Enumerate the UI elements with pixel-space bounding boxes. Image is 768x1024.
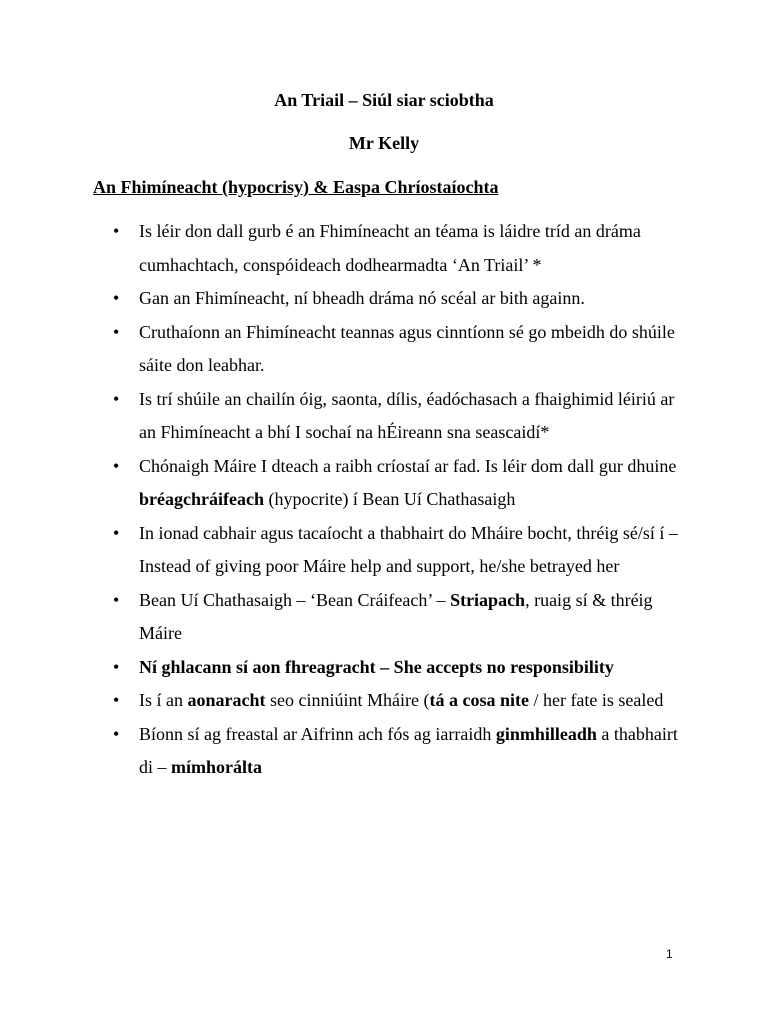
list-item: • Is trí shúile an chailín óig, saonta, dílis, éadóchasach a fhaighimid léiriú ar an Fhimíneacht a bhí I sochaí na hÉireann sna seascaidí* xyxy=(0,383,768,450)
bullet-icon: • xyxy=(113,589,120,610)
list-item: • Is í an aonaracht seo cinniúint Mháire (tá a cosa nite / her fate is sealed xyxy=(0,684,768,718)
bullet-icon: • xyxy=(113,723,120,744)
bullet-icon: • xyxy=(113,288,120,308)
list-item: • Bíonn sí ag freastal ar Aifrinn ach fós ag iarraidh ginmhilleadh a thabhairt di – mímhorálta xyxy=(0,718,768,785)
list-item: • Chónaigh Máire I dteach a raibh críostaí ar fad. Is léir dom dall gur dhuine bréagchráifeach (hypocrite) í Bean Uí Chathasaigh xyxy=(0,450,768,517)
bullet-icon: • xyxy=(113,690,120,710)
bullet-icon: • xyxy=(113,455,120,476)
list-item: • Is léir don dall gurb é an Fhimíneacht an téama is láidre tríd an dráma cumhachtach, conspóideach dodhearmadta ‘An Triail’ * xyxy=(0,215,768,282)
bullet-icon: • xyxy=(113,221,120,241)
document-author: Mr Kelly xyxy=(348,133,420,153)
bullet-list xyxy=(0,215,768,785)
list-item: • Cruthaíonn an Fhimíneacht teannas agus cinntíonn sé go mbeidh do shúile sáite don leabhar. xyxy=(0,316,768,383)
bullet-icon: • xyxy=(113,522,120,543)
list-item: • Gan an Fhimíneacht, ní bheadh dráma nó scéal ar bith againn. xyxy=(0,282,768,316)
bullet-icon: • xyxy=(113,656,120,677)
page-number: 1 xyxy=(666,947,673,961)
list-item: • Ní ghlacann sí aon fhreagracht – She accepts no responsibility xyxy=(0,651,768,685)
section-heading: An Fhimíneacht (hypocrisy) & Easpa Chríostaíochta xyxy=(93,177,499,197)
document-title: An Triail – Siúl siar sciobtha xyxy=(274,90,494,110)
bullet-icon: • xyxy=(113,388,120,409)
bullet-icon: • xyxy=(113,321,120,342)
list-item: • In ionad cabhair agus tacaíocht a thabhairt do Mháire bocht, thréig sé/sí í – Instead of giving poor Máire help and support, he/she betrayed her xyxy=(0,517,768,584)
list-item: • Bean Uí Chathasaigh – ‘Bean Cráifeach’ – Striapach, ruaig sí & thréig Máire xyxy=(0,584,768,651)
